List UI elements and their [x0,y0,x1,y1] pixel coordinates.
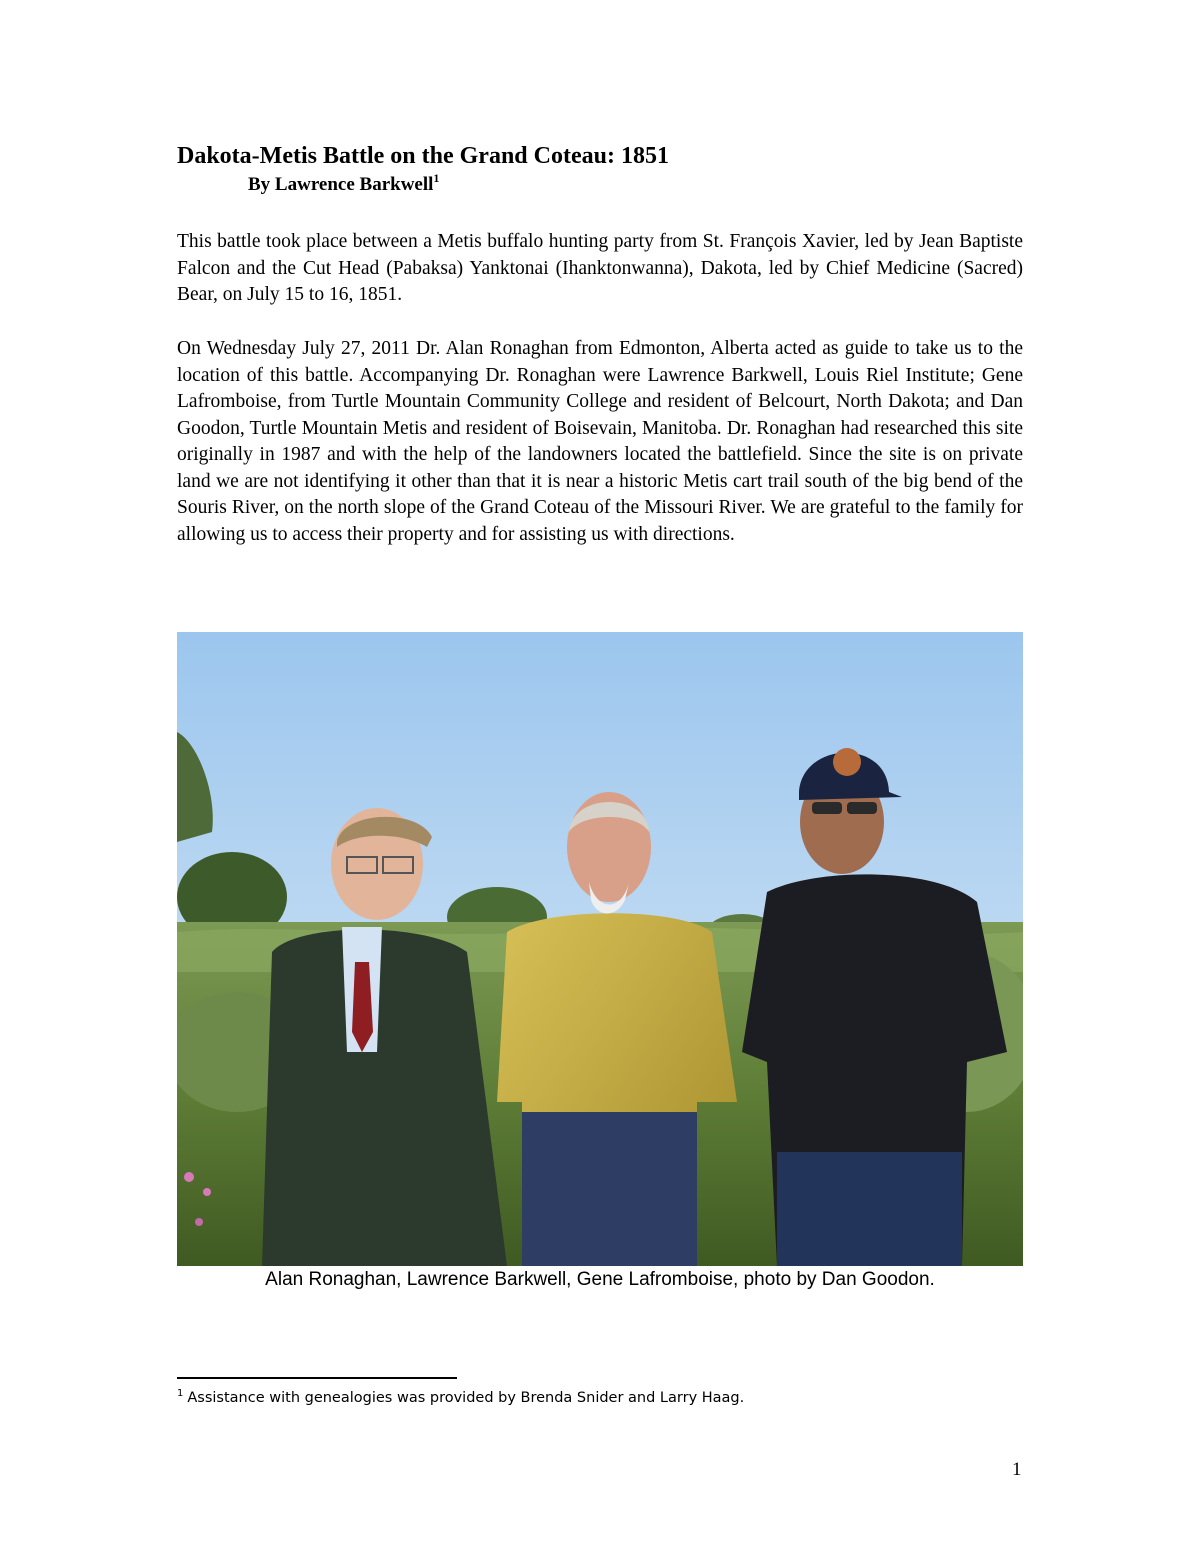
group-photo [177,632,1023,1266]
photo-caption: Alan Ronaghan, Lawrence Barkwell, Gene Lafromboise, photo by Dan Goodon. [265,1269,935,1290]
footnote [177,1390,744,1406]
footnote-separator [177,1377,457,1379]
article-title: Dakota-Metis Battle on the Grand Coteau: 1851 [177,143,669,169]
byline-text: By Lawrence Barkwell [248,174,434,195]
paragraph-intro: This battle took place between a Metis buffalo hunting party from St. François Xavier, led by Jean Baptiste Falcon and the Cut Head (Pabaksa) Yanktonai (Ihanktonwanna), Dakota, led by Chief Medicine (Sacred) Bear, on July 15 to 16, 1851. [177,231,1023,305]
article-byline [248,171,440,196]
footnote-text: Assistance with genealogies was provided by Brenda Snider and Larry Haag. [187,1390,745,1406]
footnote-number: 1 [177,1388,184,1399]
page-number: 1 [1012,1459,1022,1480]
paragraph-visit: On Wednesday July 27, 2011 Dr. Alan Ronaghan from Edmonton, Alberta acted as guide to take us to the location of this battle. Accompanying Dr. Ronaghan were Lawrence Barkwell, Louis Riel Institute; Gene Lafromboise, from Turtle Mountain Community College and resident of Belcourt, North Dakota; and Dan Goodon, Turtle Mountain Metis and resident of Boisevain, Manitoba. Dr. Ronaghan had researched this site originally in 1987 and with the help of the landowners located the battlefield. Since the site is on private land we are not identifying it other than that it is near a historic Metis cart trail south of the big bend of the Souris River, on the north slope of the Grand Coteau of the Missouri River. We are grateful to the family for allowing us to access their property and for assisting us with directions. [177,338,1023,545]
footnote-reference[interactable]: 1 [433,171,440,185]
